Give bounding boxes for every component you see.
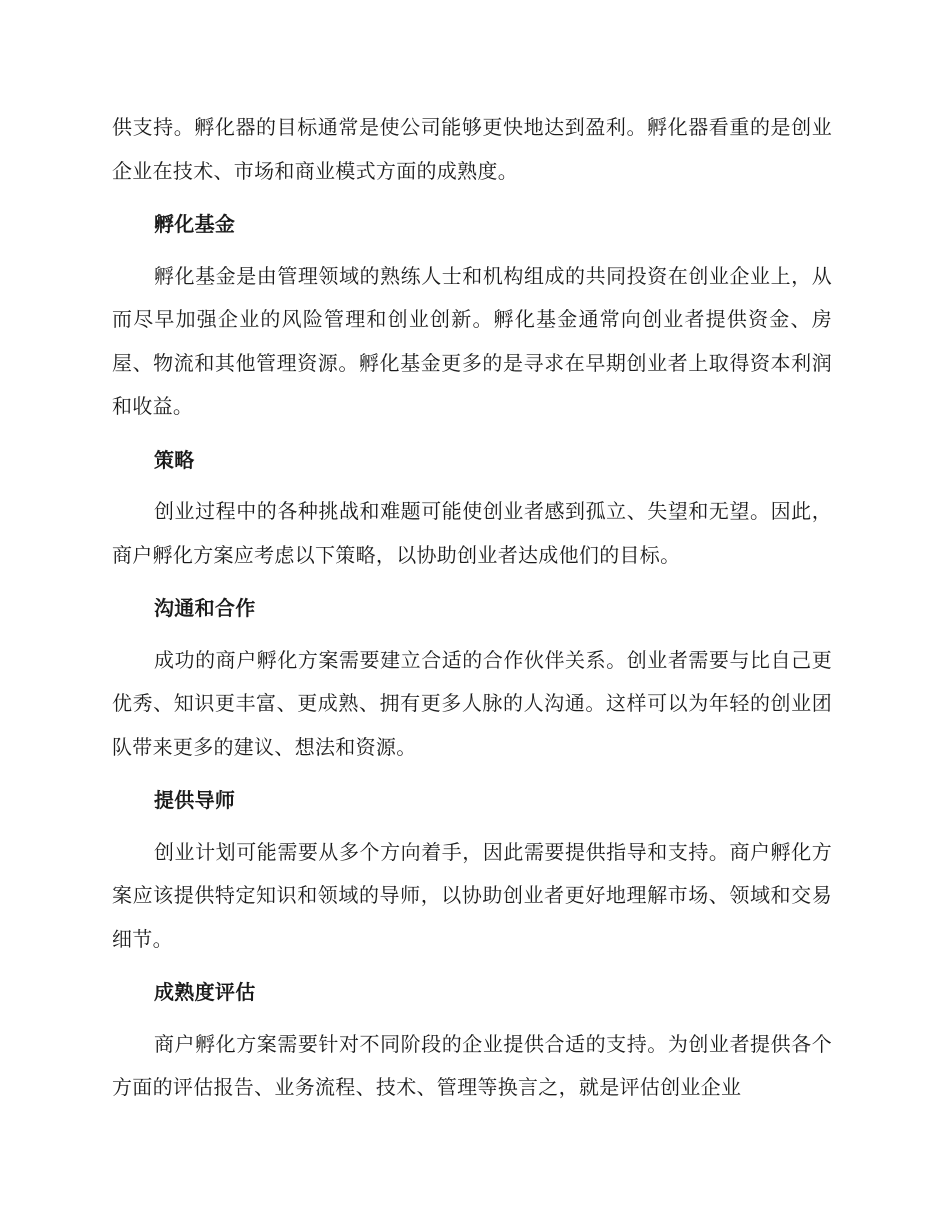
section-heading: 提供导师 bbox=[154, 788, 236, 812]
section-paragraph: 创业计划可能需要从多个方向着手，因此需要提供指导和支持。商户孵化方案应该提供特定知识和领域的导师，以协助创业者更好地理解市场、领域和交易细节。 bbox=[112, 839, 832, 951]
section-paragraph: 创业过程中的各种挑战和难题可能使创业者感到孤立、失望和无望。因此，商户孵化方案应考虑以下策略，以协助创业者达成他们的目标。 bbox=[112, 499, 832, 567]
section-heading: 策略 bbox=[154, 447, 195, 472]
section-heading: 孵化基金 bbox=[154, 212, 236, 236]
intro-paragraph: 供支持。孵化器的目标通常是使公司能够更快地达到盈利。孵化器看重的是创业企业在技术、市场和商业模式方面的成熟度。 bbox=[112, 115, 832, 183]
section-paragraph: 商户孵化方案需要针对不同阶段的企业提供合适的支持。为创业者提供各个方面的评估报告、业务流程、技术、管理等换言之，就是评估创业企业 bbox=[112, 1031, 832, 1099]
section-paragraph: 成功的商户孵化方案需要建立合适的合作伙伴关系。创业者需要与比自己更优秀、知识更丰富、更成熟、拥有更多人脉的人沟通。这样可以为年轻的创业团队带来更多的建议、想法和资源。 bbox=[112, 647, 832, 759]
section-heading: 成熟度评估 bbox=[154, 980, 256, 1004]
document-body bbox=[112, 106, 832, 1110]
section-heading: 沟通和合作 bbox=[154, 596, 256, 620]
section-paragraph: 孵化基金是由管理领域的熟练人士和机构组成的共同投资在创业企业上，从而尽早加强企业的风险管理和创业创新。孵化基金通常向创业者提供资金、房屋、物流和其他管理资源。孵化基金更多的是寻求在早期创业者上取得资本利润和收益。 bbox=[112, 263, 832, 418]
